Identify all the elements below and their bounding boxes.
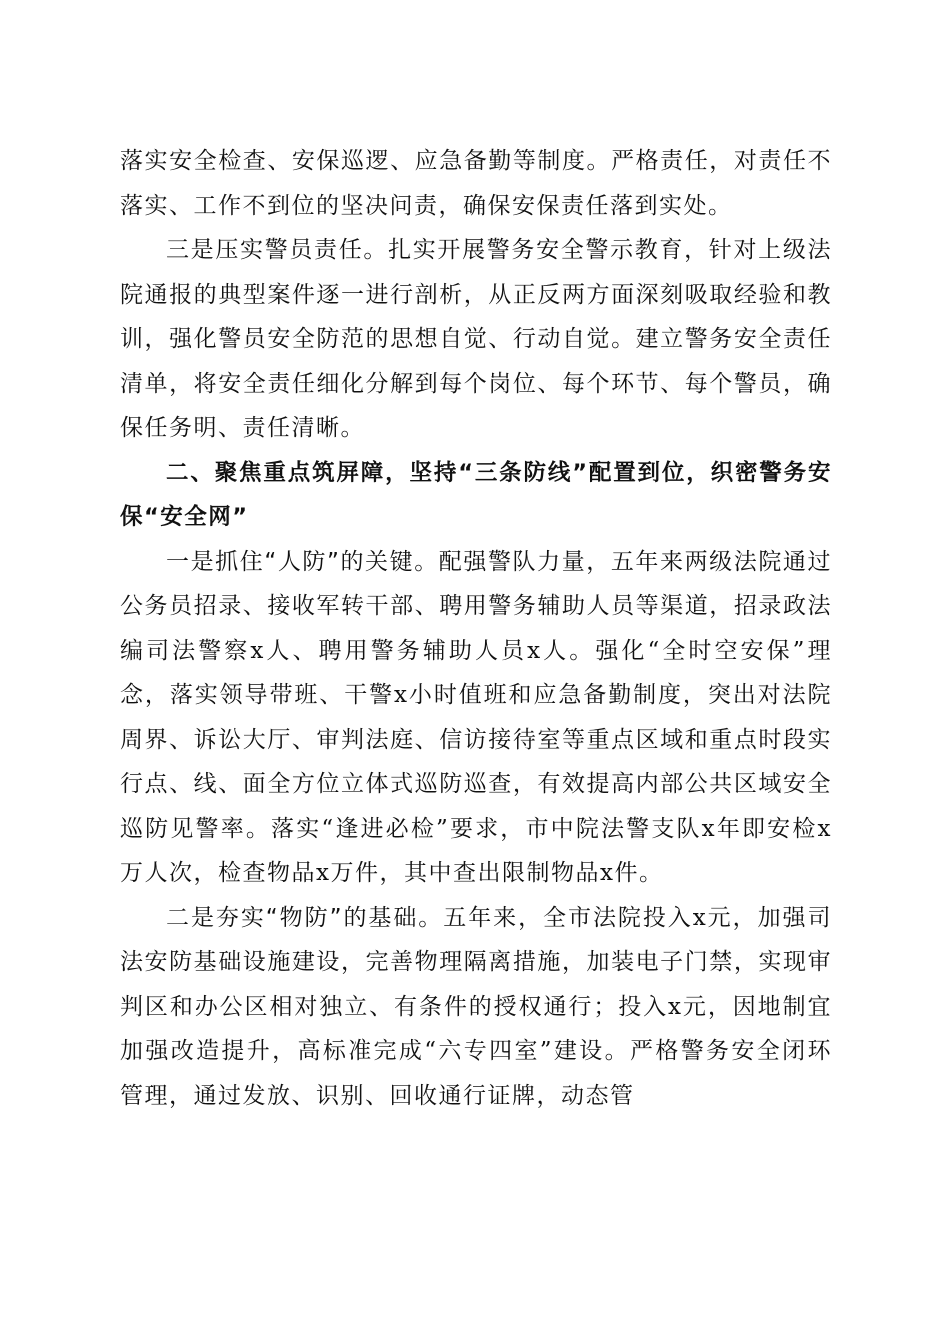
paragraph-lead: 一是抓住“人防”的关键。 (166, 548, 439, 575)
paragraph-text: 扎实开展警务安全警示教育，针对上级法院通报的典型案件逐一进行剖析，从正反两方面深刻吸取经验和教训，强化警员安全防范的思想自觉、行动自觉。建立警务安全责任清单，将安全责任细化分解到每个岗位、每个环节、每个警员，确保任务明、责任清晰。 (120, 237, 833, 441)
section-heading (120, 451, 832, 540)
paragraph-lead: 二是夯实“物防”的基础。 (166, 904, 444, 931)
paragraph-continuation (120, 139, 832, 228)
paragraph-lead: 三是压实警员责任。 (166, 237, 389, 263)
heading-text: 二、聚焦重点筑屏障，坚持“三条防线”配置到位，织密警务安保“安全网” (120, 459, 832, 530)
document-body (120, 139, 832, 1118)
paragraph-human-defense (120, 540, 832, 896)
paragraph-police-responsibility (120, 228, 832, 451)
paragraph-physical-defense (120, 896, 832, 1119)
paragraph-text: 落实安全检查、安保巡逻、应急备勤等制度。严格责任，对责任不落实、工作不到位的坚决问责，确保安保责任落到实处。 (120, 148, 832, 219)
paragraph-text: 配强警队力量，五年来两级法院通过公务员招录、接收军转干部、聘用警务辅助人员等渠道，招录政法编司法警察x人、聘用警务辅助人员x人。强化“全时空安保”理念，落实领导带班、干警x小时值班和应急备勤制度，突出对法院周界、诉讼大厅、审判法庭、信访接待室等重点区域和重点时段实行点、线、面全方位立体式巡防巡查，有效提高内部公共区域安全巡防见警率。落实“逢进必检”要求，市中院法警支队x年即安检x万人次，检查物品x万件，其中查出限制物品x件。 (120, 548, 832, 886)
paragraph-text: 五年来，全市法院投入x元，加强司法安防基础设施建设，完善物理隔离措施，加装电子门禁，实现审判区和办公区相对独立、有条件的授权通行；投入x元，因地制宜加强改造提升，高标准完成“六专四室”建设。严格警务安全闭环管理，通过发放、识别、回收通行证牌，动态管 (120, 904, 832, 1109)
